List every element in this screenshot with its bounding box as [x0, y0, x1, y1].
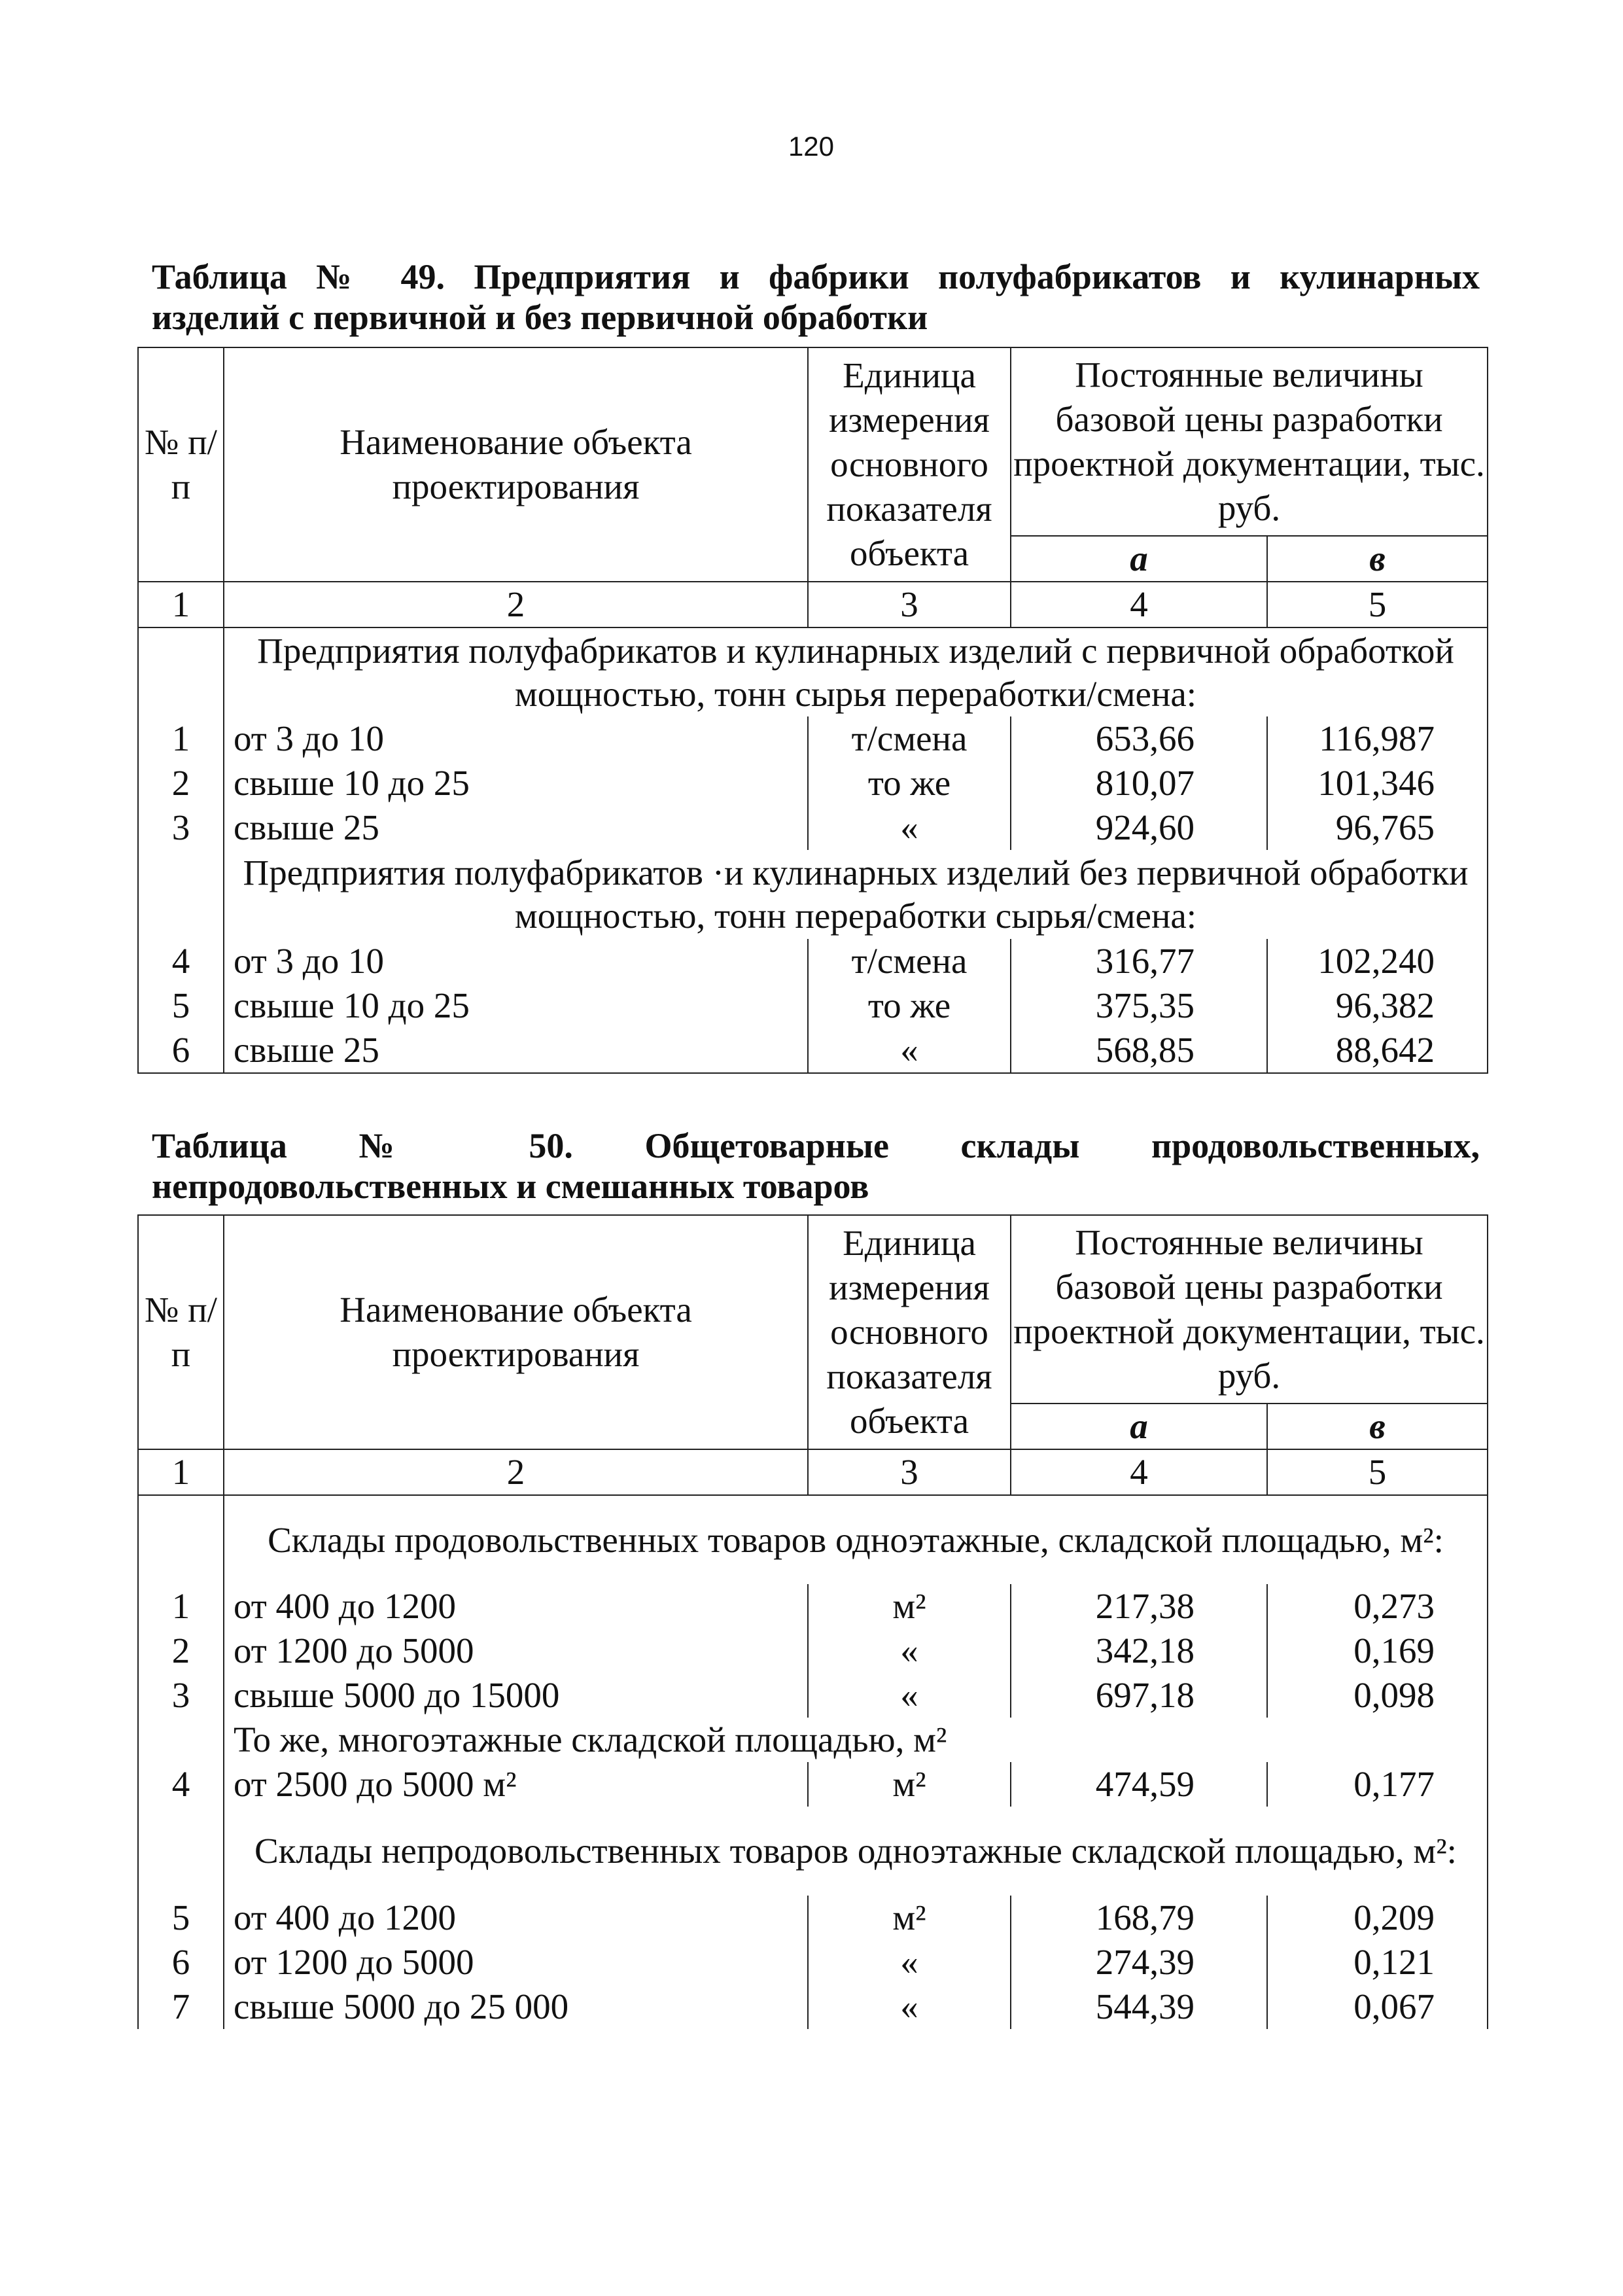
row-unit: то же: [808, 983, 1011, 1028]
table-50-title-line1: Таблица № 50. Общетоварные склады продовольственных,: [152, 1126, 1480, 1165]
col-num-4: 4: [1011, 1449, 1267, 1495]
group-header-row: [138, 850, 1488, 939]
row-name: свыше 10 до 25: [224, 761, 808, 805]
row-value-b: 0,177: [1267, 1762, 1488, 1807]
row-unit: т/смена: [808, 939, 1011, 983]
col-num-2: 2: [224, 1449, 808, 1495]
row-number: 4: [138, 939, 224, 983]
row-value-b: 88,642: [1267, 1028, 1488, 1073]
row-value-b: 102,240: [1267, 939, 1488, 983]
table-row: [138, 1584, 1488, 1629]
group-title: Предприятия полуфабрикатов и кулинарных изделий с первичной обработкой мощностью, тонн сырья переработки/смена:: [224, 627, 1488, 716]
table-row: [138, 761, 1488, 805]
row-value-b: 0,169: [1267, 1629, 1488, 1673]
row-value-a: 274,39: [1011, 1940, 1267, 1985]
table-row: [138, 1673, 1488, 1718]
table-row: [138, 983, 1488, 1028]
row-unit: «: [808, 1028, 1011, 1073]
table-49-title-line2: изделий с первичной и без первичной обработки: [152, 298, 928, 337]
col-num-4: 4: [1011, 582, 1267, 627]
row-value-a: 168,79: [1011, 1896, 1267, 1940]
row-name: от 1200 до 5000: [224, 1629, 808, 1673]
row-unit: «: [808, 1985, 1011, 2029]
header-a: а: [1011, 536, 1267, 582]
row-value-a: 568,85: [1011, 1028, 1267, 1073]
column-numbers-row: [138, 1449, 1488, 1495]
row-number: 2: [138, 1629, 224, 1673]
row-unit: «: [808, 1940, 1011, 1985]
table-49-title: [152, 256, 1480, 338]
row-value-b: 0,098: [1267, 1673, 1488, 1718]
col-num-1: 1: [138, 582, 224, 627]
table-row: [138, 716, 1488, 761]
table-50-title: [152, 1125, 1480, 1207]
header-const: Постоянные величины базовой цены разработки проектной документации, тыс. руб.: [1011, 1215, 1488, 1404]
table-row: [138, 1028, 1488, 1073]
row-value-b: 101,346: [1267, 761, 1488, 805]
row-value-a: 810,07: [1011, 761, 1267, 805]
row-value-b: 0,209: [1267, 1896, 1488, 1940]
group-title: Предприятия полуфабрикатов ·и кулинарных изделий без первичной обработки мощностью, тонн переработки сырья/смена:: [224, 850, 1488, 939]
row-value-b: 96,382: [1267, 983, 1488, 1028]
row-name: свыше 5000 до 15000: [224, 1673, 808, 1718]
row-unit: м²: [808, 1896, 1011, 1940]
row-name: от 3 до 10: [224, 939, 808, 983]
row-number: 1: [138, 716, 224, 761]
row-unit: м²: [808, 1584, 1011, 1629]
row-number: 7: [138, 1985, 224, 2029]
row-name: свыше 25: [224, 805, 808, 850]
row-unit: м²: [808, 1762, 1011, 1807]
group-header-row: [138, 1807, 1488, 1896]
table-row: [138, 1629, 1488, 1673]
table-49-title-line1: Таблица № 49. Предприятия и фабрики полуфабрикатов и кулинарных: [152, 257, 1480, 296]
column-numbers-row: [138, 582, 1488, 627]
table-row: [138, 805, 1488, 850]
table-50: [137, 1214, 1488, 2029]
row-value-b: 0,273: [1267, 1584, 1488, 1629]
group-title: Склады продовольственных товаров одноэтажные, складской площадью, м²:: [224, 1495, 1488, 1584]
row-number: 3: [138, 1673, 224, 1718]
group-header-row: [138, 1495, 1488, 1584]
row-unit: «: [808, 1673, 1011, 1718]
col-num-2: 2: [224, 582, 808, 627]
table-row: [138, 1940, 1488, 1985]
col-num-3: 3: [808, 582, 1011, 627]
row-value-b: 0,067: [1267, 1985, 1488, 2029]
group-header-row: [138, 627, 1488, 716]
row-number: 2: [138, 761, 224, 805]
header-name: Наименование объекта проектирования: [224, 1215, 808, 1449]
header-a: а: [1011, 1404, 1267, 1449]
table-49: [137, 347, 1488, 1074]
row-value-a: 342,18: [1011, 1629, 1267, 1673]
col-num-5: 5: [1267, 1449, 1488, 1495]
row-unit: «: [808, 1629, 1011, 1673]
row-value-a: 544,39: [1011, 1985, 1267, 2029]
row-number: 3: [138, 805, 224, 850]
page-number: 120: [788, 131, 835, 162]
row-name: свыше 5000 до 25 000: [224, 1985, 808, 2029]
table-50-title-line2: непродовольственных и смешанных товаров: [152, 1167, 869, 1206]
table-row: [138, 1985, 1488, 2029]
row-unit: то же: [808, 761, 1011, 805]
col-num-3: 3: [808, 1449, 1011, 1495]
row-name: от 2500 до 5000 м²: [224, 1762, 808, 1807]
row-name: от 1200 до 5000: [224, 1940, 808, 1985]
header-b: в: [1267, 1404, 1488, 1449]
row-name: свыше 25: [224, 1028, 808, 1073]
row-name: свыше 10 до 25: [224, 983, 808, 1028]
row-value-a: 375,35: [1011, 983, 1267, 1028]
row-unit: «: [808, 805, 1011, 850]
group-header-row: [138, 1718, 1488, 1762]
header-name: Наименование объекта проектирования: [224, 347, 808, 582]
table-row: [138, 939, 1488, 983]
group-title: Склады непродовольственных товаров одноэтажные складской площадью, м²:: [224, 1807, 1488, 1896]
header-b: в: [1267, 536, 1488, 582]
table-row: [138, 1762, 1488, 1807]
row-name: от 3 до 10: [224, 716, 808, 761]
row-number: 1: [138, 1584, 224, 1629]
row-value-a: 653,66: [1011, 716, 1267, 761]
row-number: 5: [138, 1896, 224, 1940]
header-unit: Единица измерения основного показателя объекта: [808, 347, 1011, 582]
row-number: 6: [138, 1028, 224, 1073]
row-value-b: 96,765: [1267, 805, 1488, 850]
header-num: № п/п: [138, 347, 224, 582]
header-unit: Единица измерения основного показателя объекта: [808, 1215, 1011, 1449]
row-number: 5: [138, 983, 224, 1028]
header-const: Постоянные величины базовой цены разработки проектной документации, тыс. руб.: [1011, 347, 1488, 536]
col-num-1: 1: [138, 1449, 224, 1495]
row-value-b: 116,987: [1267, 716, 1488, 761]
row-name: от 400 до 1200: [224, 1896, 808, 1940]
row-value-a: 697,18: [1011, 1673, 1267, 1718]
row-value-a: 474,59: [1011, 1762, 1267, 1807]
header-num: № п/п: [138, 1215, 224, 1449]
table-row: [138, 1896, 1488, 1940]
row-number: 6: [138, 1940, 224, 1985]
row-name: от 400 до 1200: [224, 1584, 808, 1629]
row-value-a: 217,38: [1011, 1584, 1267, 1629]
row-value-b: 0,121: [1267, 1940, 1488, 1985]
row-value-a: 924,60: [1011, 805, 1267, 850]
row-number: 4: [138, 1762, 224, 1807]
group-title: То же, многоэтажные складской площадью, м²: [224, 1718, 1488, 1762]
row-value-a: 316,77: [1011, 939, 1267, 983]
row-unit: т/смена: [808, 716, 1011, 761]
col-num-5: 5: [1267, 582, 1488, 627]
